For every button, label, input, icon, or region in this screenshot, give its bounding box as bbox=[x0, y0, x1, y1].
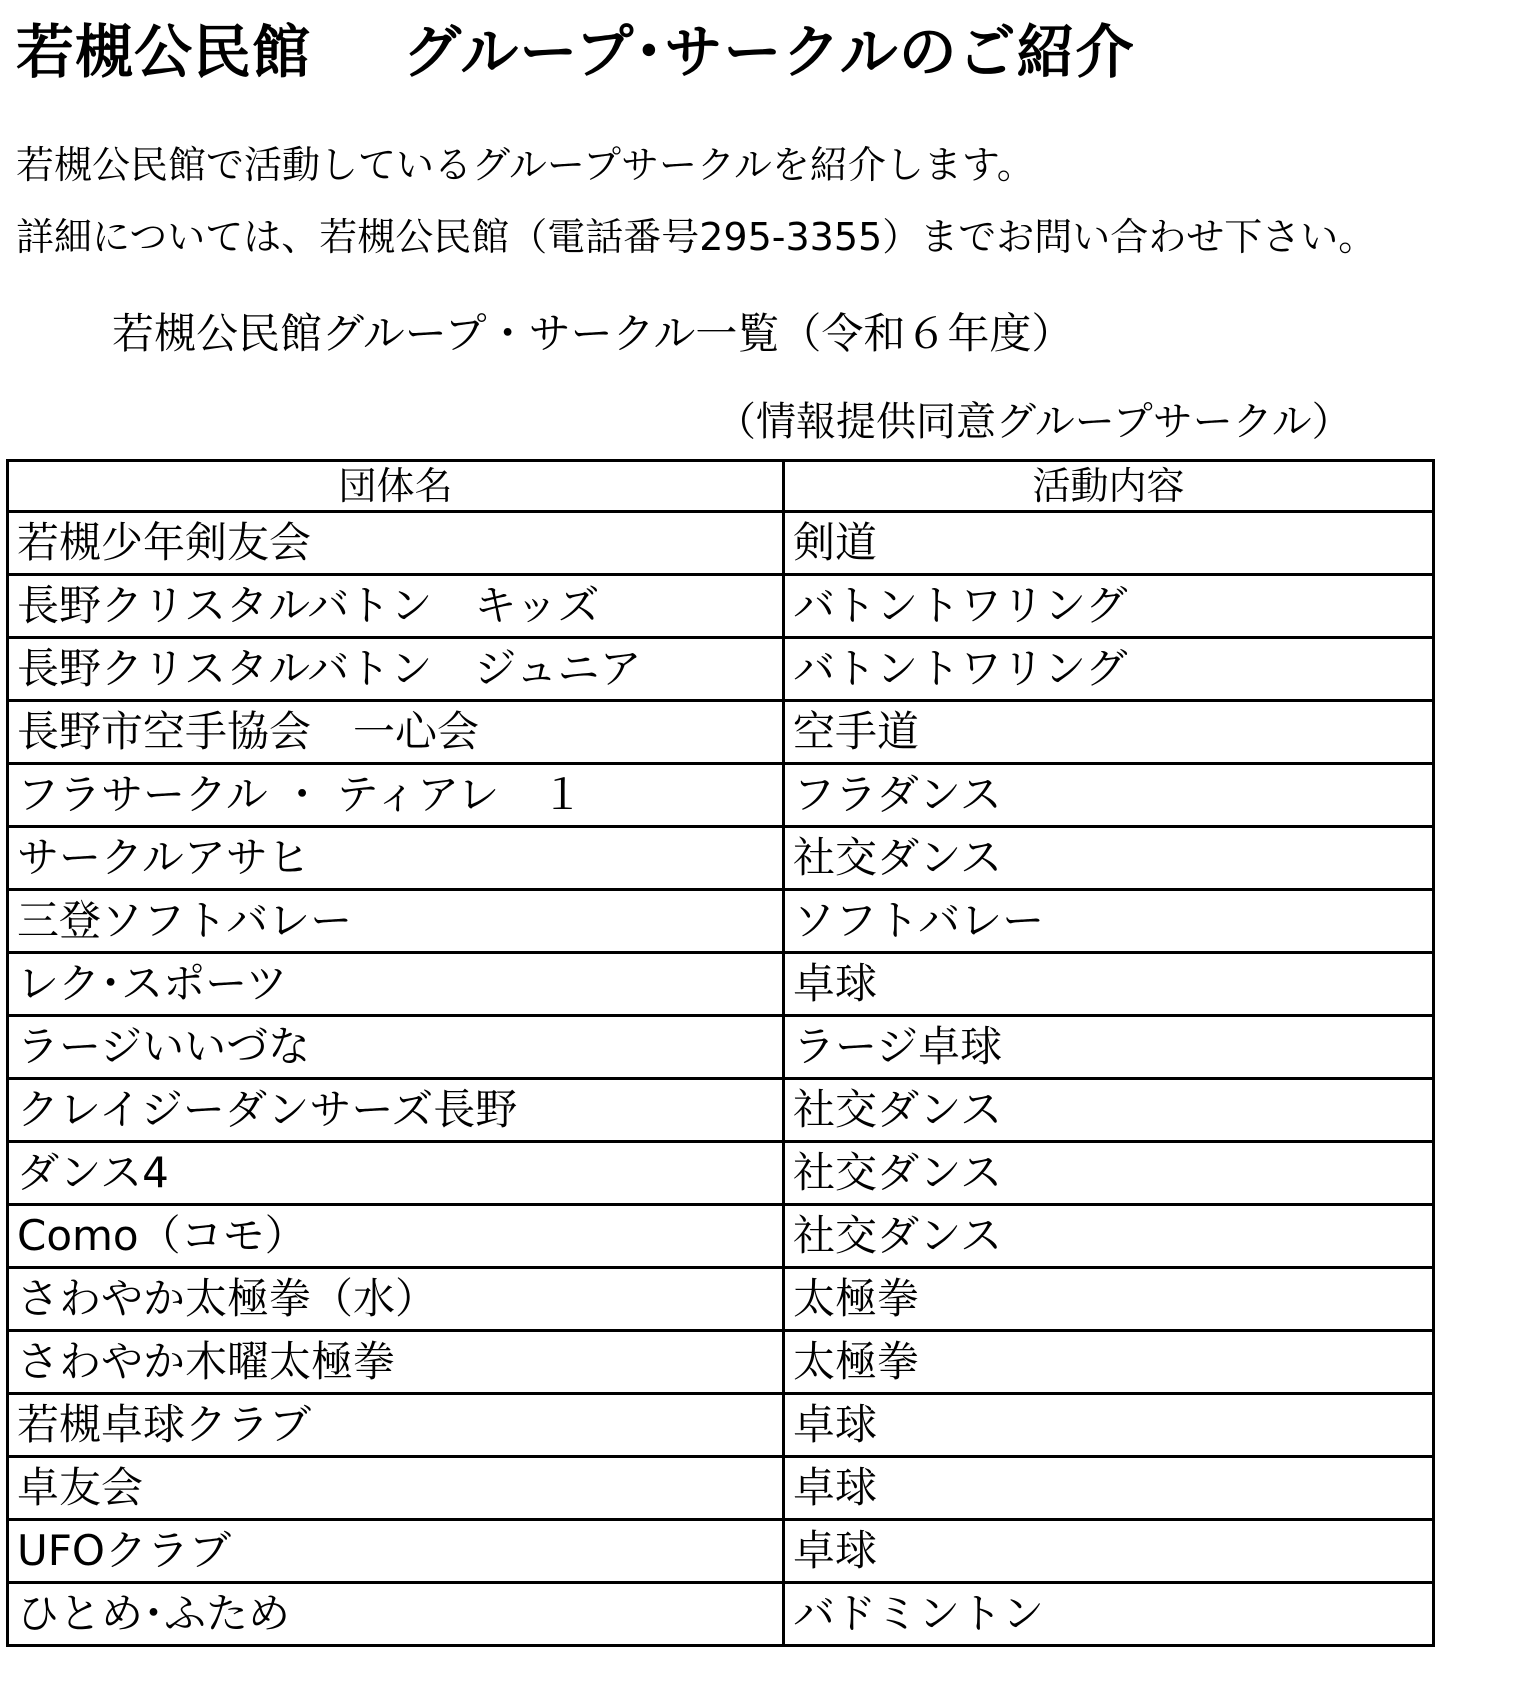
group-name-cell: レク･スポーツ bbox=[8, 953, 784, 1016]
activity-cell: 社交ダンス bbox=[784, 1205, 1434, 1268]
group-name-cell: 長野クリスタルバトン ジュニア bbox=[8, 638, 784, 701]
group-name-cell: ラージいいづな bbox=[8, 1016, 784, 1079]
group-name-cell: 長野市空手協会 一心会 bbox=[8, 701, 784, 764]
table-row bbox=[8, 890, 1434, 953]
table-row bbox=[8, 1520, 1434, 1583]
group-name-cell: ひとめ･ふため bbox=[8, 1583, 784, 1646]
activity-cell: 剣道 bbox=[784, 512, 1434, 575]
group-name-cell: 若槻少年剣友会 bbox=[8, 512, 784, 575]
group-name-cell: クレイジーダンサーズ長野 bbox=[8, 1079, 784, 1142]
activity-cell: 太極拳 bbox=[784, 1331, 1434, 1394]
activity-cell: バトントワリング bbox=[784, 638, 1434, 701]
page-title bbox=[16, 14, 1135, 90]
activity-cell: 空手道 bbox=[784, 701, 1434, 764]
group-name-cell: さわやか木曜太極拳 bbox=[8, 1331, 784, 1394]
group-name-cell: サークルアサヒ bbox=[8, 827, 784, 890]
activity-cell: バトントワリング bbox=[784, 575, 1434, 638]
page-title-facility: 若槻公民館 bbox=[16, 18, 312, 86]
table-row bbox=[8, 764, 1434, 827]
activity-cell: 卓球 bbox=[784, 1520, 1434, 1583]
activity-cell: フラダンス bbox=[784, 764, 1434, 827]
intro-text-line-2: 詳細については、若槻公民館（電話番号295-3355）までお問い合わせ下さい。 bbox=[16, 215, 1377, 259]
table-row bbox=[8, 512, 1434, 575]
column-header-activity: 活動内容 bbox=[784, 461, 1434, 512]
group-name-cell: ダンス4 bbox=[8, 1142, 784, 1205]
table-row bbox=[8, 1205, 1434, 1268]
group-name-cell: フラサークル ・ ティアレ １ bbox=[8, 764, 784, 827]
column-header-group-name: 団体名 bbox=[8, 461, 784, 512]
group-name-cell: UFOクラブ bbox=[8, 1520, 784, 1583]
table-body bbox=[8, 512, 1434, 1646]
activity-cell: 卓球 bbox=[784, 1457, 1434, 1520]
activity-cell: 社交ダンス bbox=[784, 1079, 1434, 1142]
list-subtitle: （情報提供同意グループサークル） bbox=[716, 399, 1352, 445]
group-name-cell: さわやか太極拳（水） bbox=[8, 1268, 784, 1331]
table-row bbox=[8, 575, 1434, 638]
activity-cell: バドミントン bbox=[784, 1583, 1434, 1646]
table-row bbox=[8, 1142, 1434, 1205]
table-row bbox=[8, 827, 1434, 890]
table-row bbox=[8, 638, 1434, 701]
activity-cell: 太極拳 bbox=[784, 1268, 1434, 1331]
table-header-row bbox=[8, 461, 1434, 512]
activity-cell: 社交ダンス bbox=[784, 827, 1434, 890]
group-name-cell: 若槻卓球クラブ bbox=[8, 1394, 784, 1457]
table-row bbox=[8, 1331, 1434, 1394]
activity-cell: ソフトバレー bbox=[784, 890, 1434, 953]
table-row bbox=[8, 1394, 1434, 1457]
activity-cell: ラージ卓球 bbox=[784, 1016, 1434, 1079]
page-title-subject: グループ･サークルのご紹介 bbox=[403, 18, 1135, 86]
table-row bbox=[8, 953, 1434, 1016]
table-row bbox=[8, 1016, 1434, 1079]
intro-text-line-1: 若槻公民館で活動しているグループサークルを紹介します。 bbox=[16, 143, 1035, 187]
group-name-cell: Como（コモ） bbox=[8, 1205, 784, 1268]
table-row bbox=[8, 1079, 1434, 1142]
table-row bbox=[8, 701, 1434, 764]
group-name-cell: 卓友会 bbox=[8, 1457, 784, 1520]
activity-cell: 卓球 bbox=[784, 953, 1434, 1016]
table-row bbox=[8, 1268, 1434, 1331]
table-row bbox=[8, 1457, 1434, 1520]
group-name-cell: 長野クリスタルバトン キッズ bbox=[8, 575, 784, 638]
list-title: 若槻公民館グループ・サークル一覧（令和６年度） bbox=[112, 309, 1074, 358]
table-row bbox=[8, 1583, 1434, 1646]
activity-cell: 卓球 bbox=[784, 1394, 1434, 1457]
activity-cell: 社交ダンス bbox=[784, 1142, 1434, 1205]
group-table bbox=[6, 459, 1435, 1647]
group-name-cell: 三登ソフトバレー bbox=[8, 890, 784, 953]
